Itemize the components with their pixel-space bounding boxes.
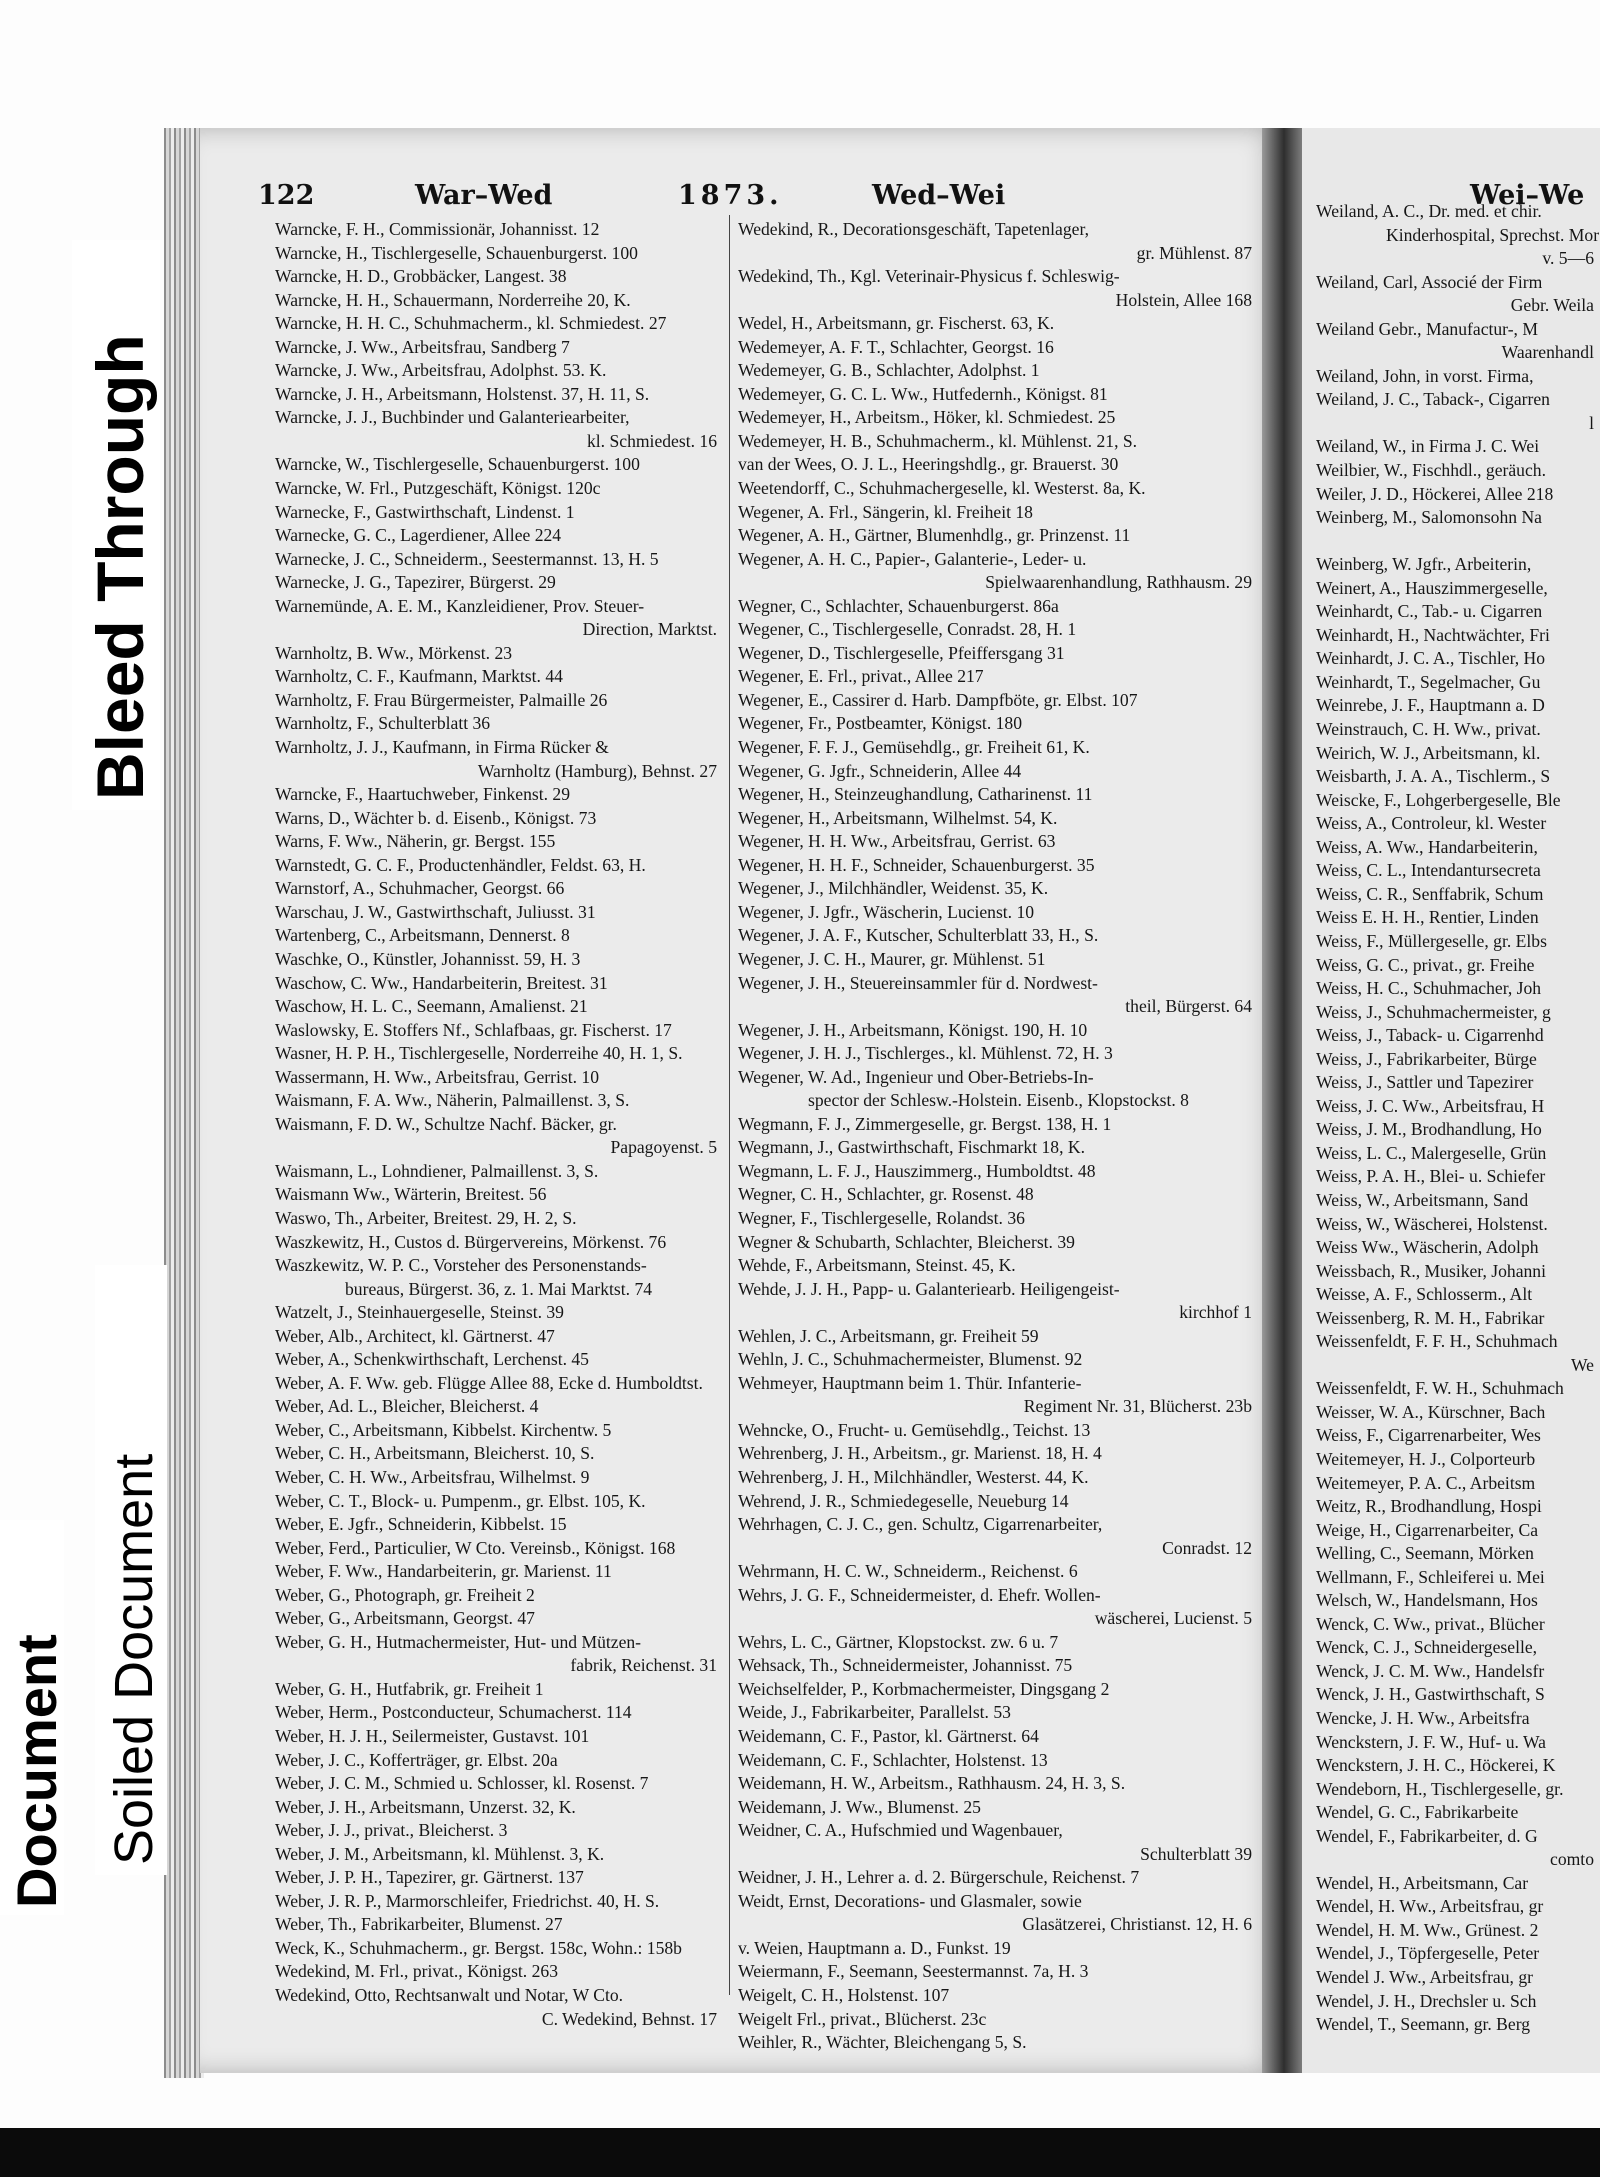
directory-entry: Wegner, C. H., Schlachter, gr. Rosenst. 48 <box>738 1184 1034 1205</box>
soiled-document-label <box>95 1265 167 1875</box>
directory-entry: Weber, Herm., Postconducteur, Schumacherst. 114 <box>275 1702 632 1723</box>
document-label <box>0 1520 68 1915</box>
directory-entry: Weidemann, J. Ww., Blumenst. 25 <box>738 1796 981 1817</box>
directory-entry: Warnstorf, A., Schuhmacher, Georgst. 66 <box>275 878 565 899</box>
directory-entry: Wegener, G. Jgfr., Schneiderin, Allee 44 <box>738 760 1022 781</box>
directory-entry: Wenckstern, J. F. W., Huf- u. Wa <box>1316 1731 1546 1752</box>
left-directory-column <box>275 218 723 2031</box>
directory-entry: Weiss, F., Müllergeselle, gr. Elbs <box>1316 930 1547 951</box>
directory-entry: Wegener, A. H. C., Papier-, Galanterie-, Leder- u. <box>738 548 1087 569</box>
directory-entry: Wegener, A. H., Gärtner, Blumenhdlg., gr. Prinzenst. 11 <box>738 525 1131 546</box>
directory-entry: Wedemeyer, G. C. L. Ww., Hutfedernh., Königst. 81 <box>738 383 1108 404</box>
directory-entry: Weissenberg, R. M. H., Fabrikar <box>1316 1307 1545 1328</box>
directory-entry: Wegener, J., Milchhändler, Weidenst. 35, K. <box>738 878 1049 899</box>
directory-entry: Weber, J. R. P., Marmorschleifer, Friedrichst. 40, H. S. <box>275 1890 660 1911</box>
directory-entry: Wedemeyer, H. B., Schuhmacherm., kl. Mühlenst. 21, S. <box>738 430 1138 451</box>
directory-entry: Wehrenberg, J. H., Milchhändler, Westerst. 44, K. <box>738 1466 1089 1487</box>
left-running-head: War–Wed <box>415 180 553 211</box>
directory-entry: Weinberg, M., Salomonsohn Na <box>1316 507 1542 528</box>
directory-entry: Wegener, Fr., Postbeamter, Königst. 180 <box>738 713 1023 734</box>
directory-entry: Weinhardt, T., Segelmacher, Gu <box>1316 671 1541 692</box>
directory-entry: Wegener, F. F. J., Gemüsehdlg., gr. Freiheit 61, K. <box>738 737 1090 758</box>
directory-entry: Warnholtz, J. J., Kaufmann, in Firma Rücker & <box>275 737 609 758</box>
entry-continuation: v. 5—6 <box>1542 248 1594 269</box>
directory-entry: Weber, J. H., Arbeitsmann, Unzerst. 32, K. <box>275 1796 576 1817</box>
directory-entry: Wegener, E. Frl., privat., Allee 217 <box>738 666 984 687</box>
entry-continuation: Waarenhandl <box>1501 342 1594 363</box>
entry-continuation: theil, Bürgerst. 64 <box>1125 996 1252 1017</box>
directory-entry: Weiland, Carl, Associé der Firm <box>1316 271 1543 292</box>
directory-entry: Wehsack, Th., Schneidermeister, Johannisst. 75 <box>738 1655 1073 1676</box>
directory-entry: Warnstedt, G. C. F., Productenhändler, Feldst. 63, H. <box>275 854 646 875</box>
directory-entry: Wedekind, M. Frl., privat., Königst. 263 <box>275 1961 558 1982</box>
directory-entry: Wedel, H., Arbeitsmann, gr. Fischerst. 63, K. <box>738 313 1055 334</box>
directory-entry: Weber, C., Arbeitsmann, Kibbelst. Kirchentw. 5 <box>275 1419 612 1440</box>
directory-entry: Waismann, F. D. W., Schultze Nachf. Bäcker, gr. <box>275 1113 617 1134</box>
entry-continuation: fabrik, Reichenst. 31 <box>570 1655 717 1676</box>
directory-entry: Wendel, J., Töpfergeselle, Peter <box>1316 1943 1540 1964</box>
directory-entry: Weinhardt, H., Nachtwächter, Fri <box>1316 624 1550 645</box>
entry-continuation: kirchhof 1 <box>1179 1302 1252 1323</box>
directory-entry: Wehrenberg, J. H., Arbeitsm., gr. Marienst. 18, H. 4 <box>738 1443 1102 1464</box>
directory-entry: Weber, A. F. Ww. geb. Flügge Allee 88, Ecke d. Humboldtst. <box>275 1372 703 1393</box>
directory-entry: Weitemeyer, H. J., Colporteurb <box>1316 1448 1536 1469</box>
directory-entry: Warncke, F. H., Commissionär, Johannisst. 12 <box>275 219 600 239</box>
directory-entry: Weide, J., Fabrikarbeiter, Parallelst. 53 <box>738 1702 1011 1723</box>
directory-entry: Weber, J. P. H., Tapezirer, gr. Gärtnerst. 137 <box>275 1867 584 1888</box>
directory-entry: Wegener, J. A. F., Kutscher, Schulterblatt 33, H., S. <box>738 925 1099 946</box>
directory-entry: Warnholtz, C. F., Kaufmann, Marktst. 44 <box>275 666 563 687</box>
directory-entry: Weinstrauch, C. H. Ww., privat. <box>1316 719 1541 740</box>
directory-entry: Wehlen, J. C., Arbeitsmann, gr. Freiheit 59 <box>738 1325 1039 1346</box>
directory-entry: Weber, J. C., Kofferträger, gr. Elbst. 20a <box>275 1749 558 1770</box>
directory-entry: Wedekind, R., Decorationsgeschäft, Tapetenlager, <box>738 219 1089 239</box>
directory-entry: Wasner, H. P. H., Tischlergeselle, Norderreihe 40, H. 1, S. <box>275 1043 683 1064</box>
directory-entry: Weilbier, W., Fischhdl., geräuch. <box>1316 460 1546 481</box>
entry-continuation: C. Wedekind, Behnst. 17 <box>541 2008 717 2029</box>
directory-entry: Wendel, F., Fabrikarbeiter, d. G <box>1316 1825 1538 1846</box>
directory-entry: Weiland, W., in Firma J. C. Wei <box>1316 436 1540 457</box>
directory-entry: Wegener, E., Cassirer d. Harb. Dampfböte, gr. Elbst. 107 <box>738 689 1138 710</box>
directory-entry: Weiss E. H. H., Rentier, Linden <box>1316 907 1539 928</box>
entry-continuation: kl. Schmiedest. 16 <box>587 430 717 451</box>
bleed-through-label <box>72 240 160 810</box>
directory-entry: Weigelt, C. H., Holstenst. 107 <box>738 1985 950 2006</box>
directory-entry: Weinert, A., Hauszimmergeselle, <box>1316 577 1548 598</box>
directory-entry: Wendel, T., Seemann, gr. Berg <box>1316 2014 1531 2035</box>
entry-continuation: gr. Mühlenst. 87 <box>1136 242 1252 263</box>
directory-entry: Weissbach, R., Musiker, Johanni <box>1316 1260 1546 1281</box>
directory-entry: Wedemeyer, G. B., Schlachter, Adolphst. 1 <box>738 360 1040 381</box>
directory-entry: Wehrend, J. R., Schmiedegeselle, Neueburg 14 <box>738 1490 1069 1511</box>
directory-entry: Weiss, W., Wäscherei, Holstenst. <box>1316 1213 1548 1234</box>
directory-entry: Wegener, J. H. J., Tischlerges., kl. Mühlenst. 72, H. 3 <box>738 1043 1113 1064</box>
directory-entry: Wedekind, Otto, Rechtsanwalt und Notar, W Cto. <box>275 1985 624 2006</box>
directory-entry: Warncke, H. D., Grobbäcker, Langest. 38 <box>275 266 567 287</box>
directory-entry: Wehrhagen, C. J. C., gen. Schultz, Cigarrenarbeiter, <box>738 1514 1103 1535</box>
directory-entry: Warnecke, J. C., Schneiderm., Seestermannst. 13, H. 5 <box>275 548 659 569</box>
book-gutter <box>1262 128 1302 2073</box>
directory-entry: Weissenfeldt, F. W. H., Schuhmach <box>1316 1378 1564 1399</box>
directory-entry: Wendeborn, H., Tischlergeselle, gr. <box>1316 1778 1564 1799</box>
directory-entry: Wegmann, J., Gastwirthschaft, Fischmarkt 18, K. <box>738 1137 1085 1158</box>
directory-entry: Weber, J. J., privat., Bleicherst. 3 <box>275 1820 508 1841</box>
entry-continuation: Direction, Marktst. <box>582 619 717 640</box>
directory-entry: Wehde, F., Arbeitsmann, Steinst. 45, K. <box>738 1255 1016 1276</box>
directory-entry: Wegner & Schubarth, Schlachter, Bleicherst. 39 <box>738 1231 1075 1252</box>
directory-entry: Warncke, H., Tischlergeselle, Schauenburgerst. 100 <box>275 242 638 263</box>
directory-entry: Weiler, J. D., Höckerei, Allee 218 <box>1316 483 1554 504</box>
directory-entry: Wegner, C., Schlachter, Schauenburgerst. 86a <box>738 595 1059 616</box>
directory-entry: Weitz, R., Brodhandlung, Hospi <box>1316 1496 1542 1517</box>
directory-entry: Weiland Gebr., Manufactur-, M <box>1316 318 1538 339</box>
directory-entry: Wehrs, L. C., Gärtner, Klopstockst. zw. 6 u. 7 <box>738 1631 1059 1652</box>
entry-continuation: Spielwaarenhandlung, Rathhausm. 29 <box>985 572 1252 593</box>
directory-entry: Weidt, Ernst, Decorations- und Glasmaler, sowie <box>738 1890 1082 1911</box>
page-number: 122 <box>258 180 315 211</box>
directory-entry: Warschau, J. W., Gastwirthschaft, Juliusst. 31 <box>275 901 596 922</box>
directory-entry: Wegener, J. Jgfr., Wäscherin, Lucienst. 10 <box>738 901 1035 922</box>
directory-entry: Warns, F. Ww., Näherin, gr. Bergst. 155 <box>275 831 556 852</box>
directory-entry: Wegener, J. H., Arbeitsmann, Königst. 190, H. 10 <box>738 1019 1088 1040</box>
directory-entry: Wendel, H. M. Ww., Grünest. 2 <box>1316 1919 1539 1940</box>
directory-entry: Weidemann, C. F., Pastor, kl. Gärtnerst. 64 <box>738 1726 1039 1746</box>
column-divider <box>729 215 730 1995</box>
directory-entry: Weiss, J., Fabrikarbeiter, Bürge <box>1316 1048 1537 1069</box>
directory-entry: Weidner, C. A., Hufschmied und Wagenbauer, <box>738 1820 1063 1841</box>
directory-entry: Weber, J. M., Arbeitsmann, kl. Mühlenst. 3, K. <box>275 1843 605 1864</box>
directory-entry: spector der Schlesw.-Holstein. Eisenb., Klopstockst. 8 <box>808 1090 1189 1111</box>
entry-continuation: Warnholtz (Hamburg), Behnst. 27 <box>477 760 717 781</box>
directory-entry: Weiss, G. C., privat., gr. Freihe <box>1316 954 1535 975</box>
directory-entry: Weidner, J. H., Lehrer a. d. 2. Bürgerschule, Reichenst. 7 <box>738 1867 1140 1888</box>
directory-entry: Wenckstern, J. H. C., Höckerei, K <box>1316 1755 1556 1776</box>
directory-entry: Wehrmann, H. C. W., Schneiderm., Reichenst. 6 <box>738 1561 1078 1582</box>
directory-entry: Wegener, C., Tischlergeselle, Conradst. 28, H. 1 <box>738 619 1077 640</box>
directory-entry: Weber, J. C. M., Schmied u. Schlosser, kl. Rosenst. 7 <box>275 1773 649 1794</box>
directory-entry: Weber, C. H., Arbeitsmann, Bleicherst. 10, S. <box>275 1443 595 1464</box>
directory-entry: Weiss, F., Cigarrenarbeiter, Wes <box>1316 1425 1541 1446</box>
directory-entry: Weber, Ad. L., Bleicher, Bleicherst. 4 <box>275 1396 539 1417</box>
directory-entry: Weiss, J., Schuhmachermeister, g <box>1316 1001 1551 1022</box>
directory-entry: Weidemann, H. W., Arbeitsm., Rathhausm. 24, H. 3, S. <box>738 1773 1126 1794</box>
directory-entry: Waslowsky, E. Stoffers Nf., Schlafbaas, gr. Fischerst. 17 <box>275 1019 672 1040</box>
directory-entry: bureaus, Bürgerst. 36, z. 1. Mai Marktst. 74 <box>345 1278 653 1299</box>
directory-entry: Weidemann, C. F., Schlachter, Holstenst. 13 <box>738 1749 1048 1770</box>
directory-entry: Wegener, H., Arbeitsmann, Wilhelmst. 54, K. <box>738 807 1058 828</box>
directory-entry: Warnholtz, B. Ww., Mörkenst. 23 <box>275 642 513 663</box>
directory-entry: Wellmann, F., Schleiferei u. Mei <box>1316 1566 1545 1587</box>
soiled-document-label-text: Soiled Document <box>104 1453 164 1865</box>
directory-entry: Weisbarth, J. A. A., Tischlerm., S <box>1316 766 1551 787</box>
directory-entry: Wegener, A. Frl., Sängerin, kl. Freiheit 18 <box>738 501 1033 522</box>
directory-entry: Weiss, L. C., Malergeselle, Grün <box>1316 1142 1547 1163</box>
directory-entry: Waschke, O., Künstler, Johannisst. 59, H. 3 <box>275 948 581 969</box>
entry-continuation: Papagoyenst. 5 <box>610 1137 717 1158</box>
entry-continuation: Gebr. Weila <box>1510 295 1594 316</box>
directory-entry: Wenck, C. J., Schneidergeselle, <box>1316 1637 1538 1658</box>
directory-entry: Wegener, H., Steinzeughandlung, Catharinenst. 11 <box>738 784 1093 805</box>
directory-entry: Warncke, J. H., Arbeitsmann, Holstenst. 37, H. 11, S. <box>275 383 650 404</box>
directory-entry: Weiermann, F., Seemann, Seestermannst. 7a, H. 3 <box>738 1961 1089 1982</box>
right-running-head: Wed–Wei <box>872 180 1006 211</box>
directory-entry: Wegener, J. H., Steuereinsammler für d. Nordwest- <box>738 972 1098 993</box>
scan-border-bar <box>0 2128 1600 2177</box>
directory-entry: Weiscke, F., Lohgerbergeselle, Ble <box>1316 789 1561 810</box>
directory-entry: Warncke, F., Haartuchweber, Finkenst. 29 <box>275 784 570 805</box>
directory-entry: Weiss, C. R., Senffabrik, Schum <box>1316 883 1544 904</box>
directory-entry: Wedemeyer, H., Arbeitsm., Höker, kl. Schmiedest. 25 <box>738 407 1116 428</box>
directory-entry: Warnecke, J. G., Tapezirer, Bürgerst. 29 <box>275 572 556 593</box>
directory-entry: Weinrebe, J. F., Hauptmann a. D <box>1316 695 1545 716</box>
directory-entry: Wendel J. Ww., Arbeitsfrau, gr <box>1316 1967 1533 1988</box>
right-directory-column <box>738 218 1258 2055</box>
directory-entry: Welling, C., Seemann, Mörken <box>1316 1543 1534 1564</box>
directory-entry: Weber, A., Schenkwirthschaft, Lerchenst. 45 <box>275 1349 589 1370</box>
directory-entry: Weber, C. T., Block- u. Pumpenm., gr. Elbst. 105, K. <box>275 1490 646 1511</box>
directory-entry: Warncke, J. J., Buchbinder und Galanteriearbeiter, <box>275 407 630 428</box>
directory-entry: Wegener, D., Tischlergeselle, Pfeiffersgang 31 <box>738 642 1065 663</box>
directory-entry: Weinberg, W. Jgfr., Arbeiterin, <box>1316 554 1532 575</box>
directory-entry: Weissenfeldt, F. F. H., Schuhmach <box>1316 1331 1558 1352</box>
directory-entry: Weisser, W. A., Kürschner, Bach <box>1316 1401 1546 1422</box>
directory-entry: Weck, K., Schuhmacherm., gr. Bergst. 158c, Wohn.: 158b <box>275 1937 682 1958</box>
directory-entry: Warnecke, G. C., Lagerdiener, Allee 224 <box>275 525 562 546</box>
directory-entry: Wenck, C. Ww., privat., Blücher <box>1316 1613 1545 1634</box>
directory-entry: Warncke, H. H. C., Schuhmacherm., kl. Schmiedest. 27 <box>275 313 667 334</box>
directory-entry: Warncke, J. Ww., Arbeitsfrau, Sandberg 7 <box>275 336 570 357</box>
directory-entry: Warnecke, F., Gastwirthschaft, Lindenst. 1 <box>275 501 575 522</box>
directory-entry: Warncke, H. H., Schauermann, Norderreihe 20, K. <box>275 289 631 310</box>
directory-entry: Weiss Ww., Wäscherin, Adolph <box>1316 1237 1539 1258</box>
directory-entry: Weiss, A. Ww., Handarbeiterin, <box>1316 836 1538 857</box>
document-label-text: Document <box>5 1634 68 1908</box>
directory-entry: Welsch, W., Handelsmann, Hos <box>1316 1590 1538 1611</box>
directory-entry: Wehrs, J. G. F., Schneidermeister, d. Ehefr. Wollen- <box>738 1584 1101 1605</box>
entry-continuation: comto <box>1550 1849 1594 1870</box>
entry-continuation: Regiment Nr. 31, Blücherst. 23b <box>1023 1396 1252 1417</box>
directory-entry: Waismann, L., Lohndiener, Palmaillenst. 3, S. <box>275 1160 599 1181</box>
directory-entry: Weber, G. H., Hutfabrik, gr. Freiheit 1 <box>275 1678 544 1699</box>
directory-entry: Weichselfelder, P., Korbmachermeister, Dingsgang 2 <box>738 1678 1110 1699</box>
directory-entry: van der Wees, O. J. L., Heeringshdlg., gr. Brauerst. 30 <box>738 454 1119 475</box>
directory-entry: Wenck, J. C. M. Ww., Handelsfr <box>1316 1660 1545 1681</box>
directory-entry: Weitemeyer, P. A. C., Arbeitsm <box>1316 1472 1536 1493</box>
directory-entry: Waismann, F. A. Ww., Näherin, Palmaillenst. 3, S. <box>275 1090 630 1111</box>
directory-entry: Waschow, C. Ww., Handarbeiterin, Breitest. 31 <box>275 972 608 993</box>
entry-continuation: Holstein, Allee 168 <box>1115 289 1252 310</box>
directory-entry: Waszkewitz, W. P. C., Vorsteher des Personenstands- <box>275 1255 647 1276</box>
directory-entry: Wedekind, Th., Kgl. Veterinair-Physicus f. Schleswig- <box>738 266 1120 287</box>
directory-entry: Wegener, J. C. H., Maurer, gr. Mühlenst. 51 <box>738 948 1046 969</box>
directory-entry: Wegener, W. Ad., Ingenieur und Ober-Betriebs-In- <box>738 1066 1094 1087</box>
directory-entry: Wassermann, H. Ww., Arbeitsfrau, Gerrist. 10 <box>275 1066 599 1087</box>
directory-entry: Wendel, H., Arbeitsmann, Car <box>1316 1872 1529 1893</box>
directory-entry: Warncke, W., Tischlergeselle, Schauenburgerst. 100 <box>275 454 640 475</box>
directory-entry: Weihler, R., Wächter, Bleichengang 5, S. <box>738 2032 1027 2053</box>
directory-entry: Weiland, John, in vorst. Firma, <box>1316 365 1534 386</box>
directory-entry: Weber, Alb., Architect, kl. Gärtnerst. 47 <box>275 1325 555 1346</box>
directory-entry: Weber, C. H. Ww., Arbeitsfrau, Wilhelmst. 9 <box>275 1466 590 1487</box>
directory-entry: Warnemünde, A. E. M., Kanzleidiener, Prov. Steuer- <box>275 595 645 616</box>
directory-entry: Warnholtz, F., Schulterblatt 36 <box>275 713 491 734</box>
directory-entry: Wegner, F., Tischlergeselle, Rolandst. 36 <box>738 1207 1025 1228</box>
directory-entry: Weber, G., Photograph, gr. Freiheit 2 <box>275 1584 535 1605</box>
directory-entry: Weetendorff, C., Schuhmachergeselle, kl. Westerst. 8a, K. <box>738 478 1146 499</box>
entry-continuation: Glasätzerei, Christianst. 12, H. 6 <box>1022 1914 1252 1935</box>
far-page-directory-column <box>1316 200 1600 2037</box>
directory-entry: Wencke, J. H. Ww., Arbeitsfra <box>1316 1708 1530 1728</box>
directory-entry: Warns, D., Wächter b. d. Eisenb., Königst. 73 <box>275 807 597 828</box>
directory-entry: Weber, H. J. H., Seilermeister, Gustavst. 101 <box>275 1726 590 1746</box>
directory-entry: Watzelt, J., Steinhauergeselle, Steinst. 39 <box>275 1302 564 1323</box>
entry-continuation: Conradst. 12 <box>1162 1537 1252 1558</box>
directory-entry: Wendel, G. C., Fabrikarbeite <box>1316 1802 1519 1823</box>
directory-entry: Weber, Th., Fabrikarbeiter, Blumenst. 27 <box>275 1914 563 1935</box>
directory-entry: Weiss, A., Controleur, kl. Wester <box>1316 813 1547 834</box>
directory-entry: Wendel, H. Ww., Arbeitsfrau, gr <box>1316 1896 1544 1917</box>
directory-entry: Weber, F. Ww., Handarbeiterin, gr. Marienst. 11 <box>275 1561 612 1582</box>
directory-entry: Wegmann, L. F. J., Hauszimmerg., Humboldtst. 48 <box>738 1160 1096 1181</box>
directory-entry: Weber, G., Arbeitsmann, Georgst. 47 <box>275 1608 535 1629</box>
directory-entry: Wehde, J. J. H., Papp- u. Galanteriearb. Heiligengeist- <box>738 1278 1120 1299</box>
entry-continuation: Schulterblatt 39 <box>1140 1843 1252 1864</box>
directory-entry: Waismann Ww., Wärterin, Breitest. 56 <box>275 1184 547 1205</box>
directory-entry: Weiss, H. C., Schuhmacher, Joh <box>1316 978 1542 999</box>
directory-entry: Wedemeyer, A. F. T., Schlachter, Georgst. 16 <box>738 336 1054 357</box>
directory-entry: Warncke, J. Ww., Arbeitsfrau, Adolphst. 53. K. <box>275 360 607 381</box>
directory-entry: Weiland, J. C., Taback-, Cigarren <box>1316 389 1550 410</box>
directory-entry: Warncke, W. Frl., Putzgeschäft, Königst. 120c <box>275 478 601 499</box>
directory-entry: Weiss, P. A. H., Blei- u. Schiefer <box>1316 1166 1546 1187</box>
directory-entry <box>1316 530 1600 554</box>
directory-entry: Wegener, H. H. F., Schneider, Schauenburgerst. 35 <box>738 854 1095 875</box>
directory-entry: Wehmeyer, Hauptmann beim 1. Thür. Infanterie- <box>738 1372 1082 1393</box>
directory-entry: Waszkewitz, H., Custos d. Bürgervereins, Mörkenst. 76 <box>275 1231 667 1252</box>
directory-entry: Wegmann, F. J., Zimmergeselle, gr. Bergst. 138, H. 1 <box>738 1113 1112 1134</box>
directory-entry: Weinhardt, J. C. A., Tischler, Ho <box>1316 648 1546 669</box>
directory-entry: Weisse, A. F., Schlosserm., Alt <box>1316 1284 1533 1305</box>
directory-entry: Weige, H., Cigarrenarbeiter, Ca <box>1316 1519 1539 1540</box>
directory-entry: Weiss, J., Sattler und Tapezirer <box>1316 1072 1534 1093</box>
directory-entry: Wendel, J. H., Drechsler u. Sch <box>1316 1990 1537 2011</box>
directory-entry: Wegener, H. H. Ww., Arbeitsfrau, Gerrist. 63 <box>738 831 1056 852</box>
directory-entry: Weigelt Frl., privat., Blücherst. 23c <box>738 2008 987 2029</box>
directory-entry: Weiss, J., Taback- u. Cigarrenhd <box>1316 1025 1544 1046</box>
entry-continuation: l <box>1589 412 1594 433</box>
directory-entry: Weiland, A. C., Dr. med. et chir. <box>1316 201 1542 221</box>
entry-continuation: wäscherei, Lucienst. 5 <box>1094 1608 1252 1629</box>
directory-entry: Wehln, J. C., Schuhmachermeister, Blumenst. 92 <box>738 1349 1083 1370</box>
directory-entry: Weirich, W. J., Arbeitsmann, kl. <box>1316 742 1541 763</box>
directory-entry: Kinderhospital, Sprechst. Mor <box>1386 224 1600 245</box>
directory-entry: Weber, E. Jgfr., Schneiderin, Kibbelst. 15 <box>275 1514 567 1535</box>
directory-entry: Weiss, J. M., Brodhandlung, Ho <box>1316 1119 1542 1140</box>
directory-entry: Weber, Ferd., Particulier, W Cto. Vereinsb., Königst. 168 <box>275 1537 676 1558</box>
entry-continuation: We <box>1570 1354 1594 1375</box>
bleed-through-label-text: Bleed Through <box>83 334 157 800</box>
directory-entry: Wehncke, O., Frucht- u. Gemüsehdlg., Teichst. 13 <box>738 1419 1091 1440</box>
page-stack-edges <box>164 128 204 2078</box>
directory-entry: Weinhardt, C., Tab.- u. Cigarren <box>1316 601 1543 622</box>
directory-entry: Weiss, C. L., Intendantursecreta <box>1316 860 1541 881</box>
far-page-running-head: Wei–We <box>1470 180 1585 211</box>
directory-entry: Waswo, Th., Arbeiter, Breitest. 29, H. 2, S. <box>275 1207 577 1228</box>
year-head: 1873. <box>678 180 783 211</box>
directory-entry: Wenck, J. H., Gastwirthschaft, S <box>1316 1684 1545 1705</box>
directory-entry: Waschow, H. L. C., Seemann, Amalienst. 21 <box>275 996 588 1017</box>
directory-entry: Weber, G. H., Hutmachermeister, Hut- und Mützen- <box>275 1631 642 1652</box>
directory-entry: Wartenberg, C., Arbeitsmann, Dennerst. 8 <box>275 925 570 946</box>
directory-entry: v. Weien, Hauptmann a. D., Funkst. 19 <box>738 1937 1011 1958</box>
directory-entry: Warnholtz, F. Frau Bürgermeister, Palmaille 26 <box>275 689 608 710</box>
directory-entry: Weiss, J. C. Ww., Arbeitsfrau, H <box>1316 1095 1545 1116</box>
directory-entry: Weiss, W., Arbeitsmann, Sand <box>1316 1189 1529 1210</box>
